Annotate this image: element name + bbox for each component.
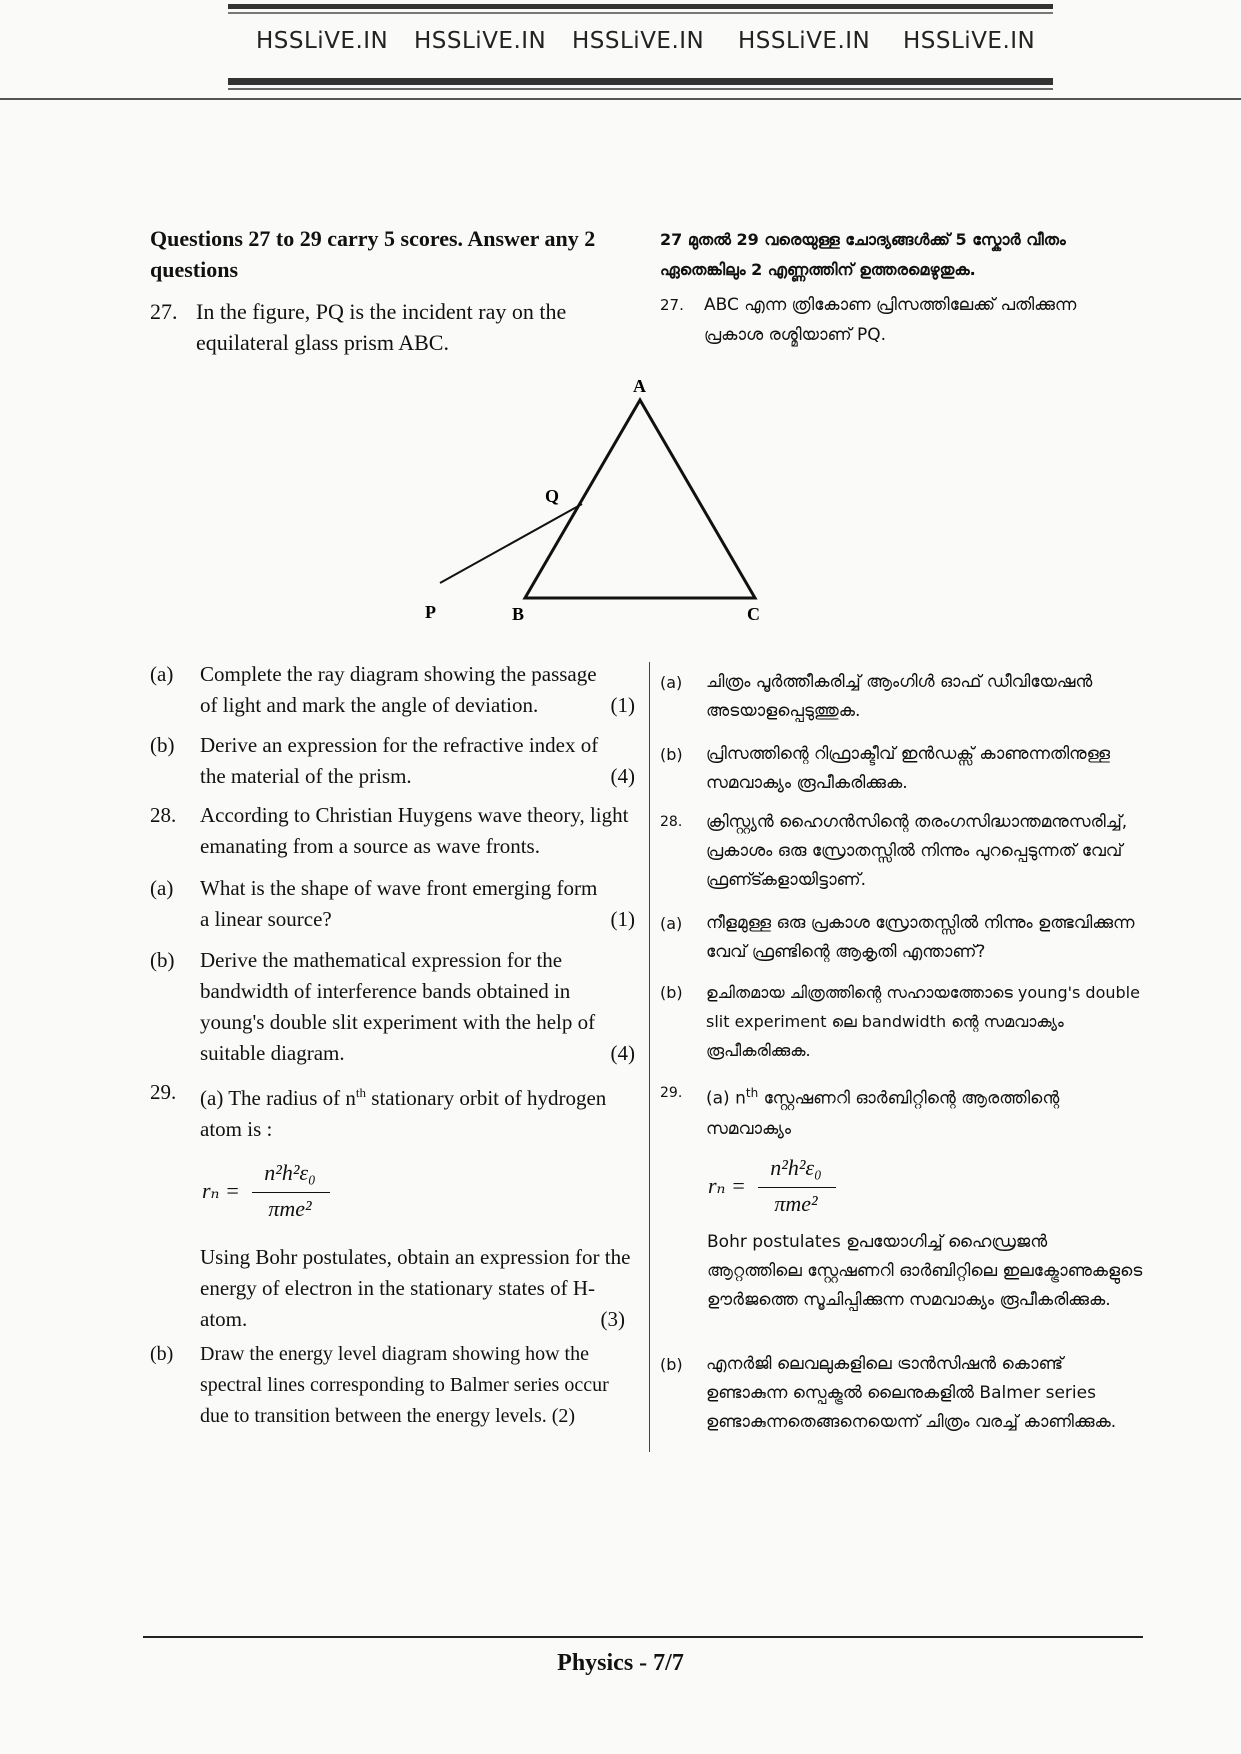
formula-lhs: rₙ = <box>708 1173 746 1198</box>
question-text <box>706 1078 1140 1144</box>
vertex-label-a: A <box>633 376 646 396</box>
column-divider <box>649 662 650 1452</box>
q29a-en-part2 <box>200 1242 640 1337</box>
question-text: ABC എന്ന ത്രികോണ പ്രിസത്തിലേക്ക് പതിക്കുന്ന പ്രകാശ രശ്മിയാണ് PQ. <box>704 295 1077 345</box>
subpart-label: (b) <box>150 948 175 972</box>
section-heading-ml: 27 മുതൽ 29 വരെയുള്ള ചോദ്യങ്ങൾക്ക് 5 സ്കോർ വീതം ഏതെങ്കിലും 2 എണ്ണത്തിന് ഉത്തരമെഴുതുക. <box>660 230 1066 279</box>
question-text: Using Bohr postulates, obtain an expression for the energy of electron in the stationary states of H-atom. <box>200 1245 631 1331</box>
question-number: 29. <box>660 1085 683 1101</box>
formula-denominator: πme² <box>774 1191 818 1216</box>
formula-numerator: n²h²ε₀ <box>770 1155 822 1180</box>
question-text: ക്രിസ്റ്റ്യൻ ഹൈഗൻസിന്റെ തരംഗസിദ്ധാന്തമനുസരിച്ച്, പ്രകാശം ഒരു സ്രോതസ്സിൽ നിന്നും പുറപ്പെടുന്നത് വേവ് ഫ്രണ്ട്കളായിട്ടാണ്. <box>706 812 1128 890</box>
incident-ray-pq <box>440 504 582 583</box>
banner-site-text: HSSLiVE.IN <box>738 28 871 54</box>
fraction-bar <box>758 1187 836 1188</box>
question-number: 27. <box>660 296 684 314</box>
q28a-en <box>150 873 635 935</box>
question-number: 29. <box>150 1080 177 1104</box>
question-text: Bohr postulates ഉപയോഗിച്ച് ഹൈഡ്രജൻ ആറ്റത്തിലെ സ്റ്റേഷണറി ഓർബിറ്റിലെ ഇലക്ട്രോണുകളുടെ ഊർജത്തെ സൂചിപ്പിക്കുന്ന സമവാക്യം രൂപീകരിക്കുക. <box>707 1232 1143 1310</box>
question-text-part: stationary orbit of hydrogen atom is : <box>200 1086 607 1141</box>
subpart-label: (b) <box>150 733 175 757</box>
formula-lhs: rₙ = <box>202 1178 240 1203</box>
subpart-text: പ്രിസത്തിന്റെ റിഫ്രാക്ടീവ് ഇൻഡക്സ് കാണുന്നതിനുള്ള സമവാക്യം രൂപീകരിക്കുക. <box>706 744 1111 793</box>
prism-triangle <box>525 400 755 598</box>
footer-rule <box>143 1636 1143 1638</box>
page-footer: Physics - 7/7 <box>557 1650 684 1676</box>
bohr-radius-formula <box>202 1160 342 1230</box>
subpart-label: (a) <box>150 662 174 686</box>
q27b-en <box>150 730 635 792</box>
score: (1) <box>610 693 635 717</box>
subpart-label: (b) <box>660 745 683 764</box>
q28b-ml <box>660 978 1140 1068</box>
banner-sites <box>228 28 1053 58</box>
subpart-label: (b) <box>150 1343 174 1365</box>
superscript: th <box>745 1086 759 1100</box>
vertex-label-b: B <box>512 604 525 624</box>
banner-site-text: HSSLiVE.IN <box>903 28 1036 54</box>
subpart-label: (b) <box>660 983 683 1002</box>
vertex-label-c: C <box>747 604 760 624</box>
banner-bar <box>228 78 1053 85</box>
q28a-ml <box>660 909 1140 971</box>
q29a-en <box>150 1077 640 1139</box>
q27b-ml <box>660 740 1140 802</box>
subpart-text: ചിത്രം പൂർത്തീകരിച്ച് ആംഗിൾ ഓഫ് ഡീവിയേഷൻ അടയാളപ്പെടുത്തുക. <box>706 672 1093 721</box>
subpart-label: (a) <box>150 876 174 900</box>
question-text-part: n <box>735 1088 746 1109</box>
score: (2) <box>551 1405 576 1427</box>
score: (1) <box>610 907 635 931</box>
banner-bar <box>228 4 1053 9</box>
banner-bar <box>228 12 1053 14</box>
q27-stem-ml <box>660 290 1140 352</box>
q27a-en <box>150 659 635 721</box>
banner-site-text: HSSLiVE.IN <box>572 28 705 54</box>
question-text: According to Christian Huygens wave theory, light emanating from a source as wave fronts. <box>200 803 629 858</box>
banner-site-text: HSSLiVE.IN <box>256 28 389 54</box>
score: (4) <box>610 764 635 788</box>
q27a-ml <box>660 668 1140 730</box>
score: (4) <box>610 1041 635 1065</box>
formula-numerator: n²h²ε₀ <box>264 1160 316 1185</box>
banner-site-text: HSSLiVE.IN <box>414 28 547 54</box>
q29b-ml <box>660 1350 1140 1468</box>
subpart-text: എനർജി ലെവലുകളിലെ ട്രാൻസിഷൻ കൊണ്ട് ഉണ്ടാകുന്ന സ്പെക്ട്രൽ ലൈനുകളിൽ Balmer series ഉണ്ടാകുന്നതെങ്ങനെയെന്ന് ചിത്രം വരച്ച് കാണിക്കുക. <box>706 1354 1117 1432</box>
q29a-ml-part2 <box>707 1228 1147 1346</box>
subpart-label: (a) <box>706 1088 730 1109</box>
point-label-q: Q <box>545 486 560 506</box>
question-text: In the figure, PQ is the incident ray on the equilateral glass prism ABC. <box>196 299 567 355</box>
question-number: 27. <box>150 299 178 324</box>
subpart-label: (a) <box>660 914 683 933</box>
q27-stem-en <box>150 296 640 366</box>
subpart-text: Derive the mathematical expression for the bandwidth of interference bands obtained in young's double slit experiment with the help of suitable diagram. <box>200 948 596 1065</box>
question-number: 28. <box>150 803 177 827</box>
subpart-text: ഉചിതമായ ചിത്രത്തിന്റെ സഹായത്തോടെ young's double slit experiment ലെ bandwidth ന്റെ സമവാക്യം രൂപീകരിക്കുക. <box>706 983 1140 1060</box>
section-heading-en: Questions 27 to 29 carry 5 scores. Answer any 2 questions <box>150 226 596 282</box>
subpart-text <box>200 1339 640 1432</box>
question-text-part: സ്റ്റേഷണറി ഓർബിറ്റിന്റെ ആരത്തിന്റെ സമവാക്യം <box>706 1088 1060 1139</box>
subpart-text: Derive an expression for the refractive index of the material of the prism. <box>200 733 599 788</box>
subpart-text: നീളമുള്ള ഒരു പ്രകാശ സ്രോതസ്സിൽ നിന്നും ഉത്ഭവിക്കുന്ന വേവ് ഫ്രണ്ടിന്റെ ആകൃതി എന്താണ്? <box>706 913 1135 962</box>
bohr-radius-formula-ml <box>708 1155 848 1225</box>
subpart-label: (b) <box>660 1355 683 1374</box>
subpart-text: What is the shape of wave front emerging form a linear source? <box>200 876 598 931</box>
point-label-p: P <box>425 602 436 622</box>
q28-stem-en <box>150 800 640 862</box>
q29b-en <box>150 1339 640 1434</box>
subpart-text: Complete the ray diagram showing the passage of light and mark the angle of deviation. <box>200 662 597 717</box>
q28-stem-ml <box>660 808 1140 898</box>
superscript: th <box>355 1085 367 1100</box>
q29a-ml <box>660 1078 1140 1140</box>
site-banner <box>228 0 1053 95</box>
question-text <box>200 1077 640 1145</box>
formula-denominator: πme² <box>268 1196 312 1221</box>
question-text-part: The radius of n <box>228 1086 356 1110</box>
q28b-en <box>150 945 635 1069</box>
question-number: 28. <box>660 814 683 830</box>
subpart-label: (a) <box>200 1086 224 1110</box>
prism-figure <box>400 370 780 630</box>
subpart-label: (a) <box>660 673 683 692</box>
fraction-bar <box>252 1192 330 1193</box>
banner-bar <box>228 88 1053 90</box>
top-rule <box>0 98 1241 100</box>
score: (3) <box>600 1307 625 1331</box>
subpart-text-part: Draw the energy level diagram showing how the spectral lines corresponding to Balmer series occur due to transition between the energy levels. <box>200 1343 609 1427</box>
